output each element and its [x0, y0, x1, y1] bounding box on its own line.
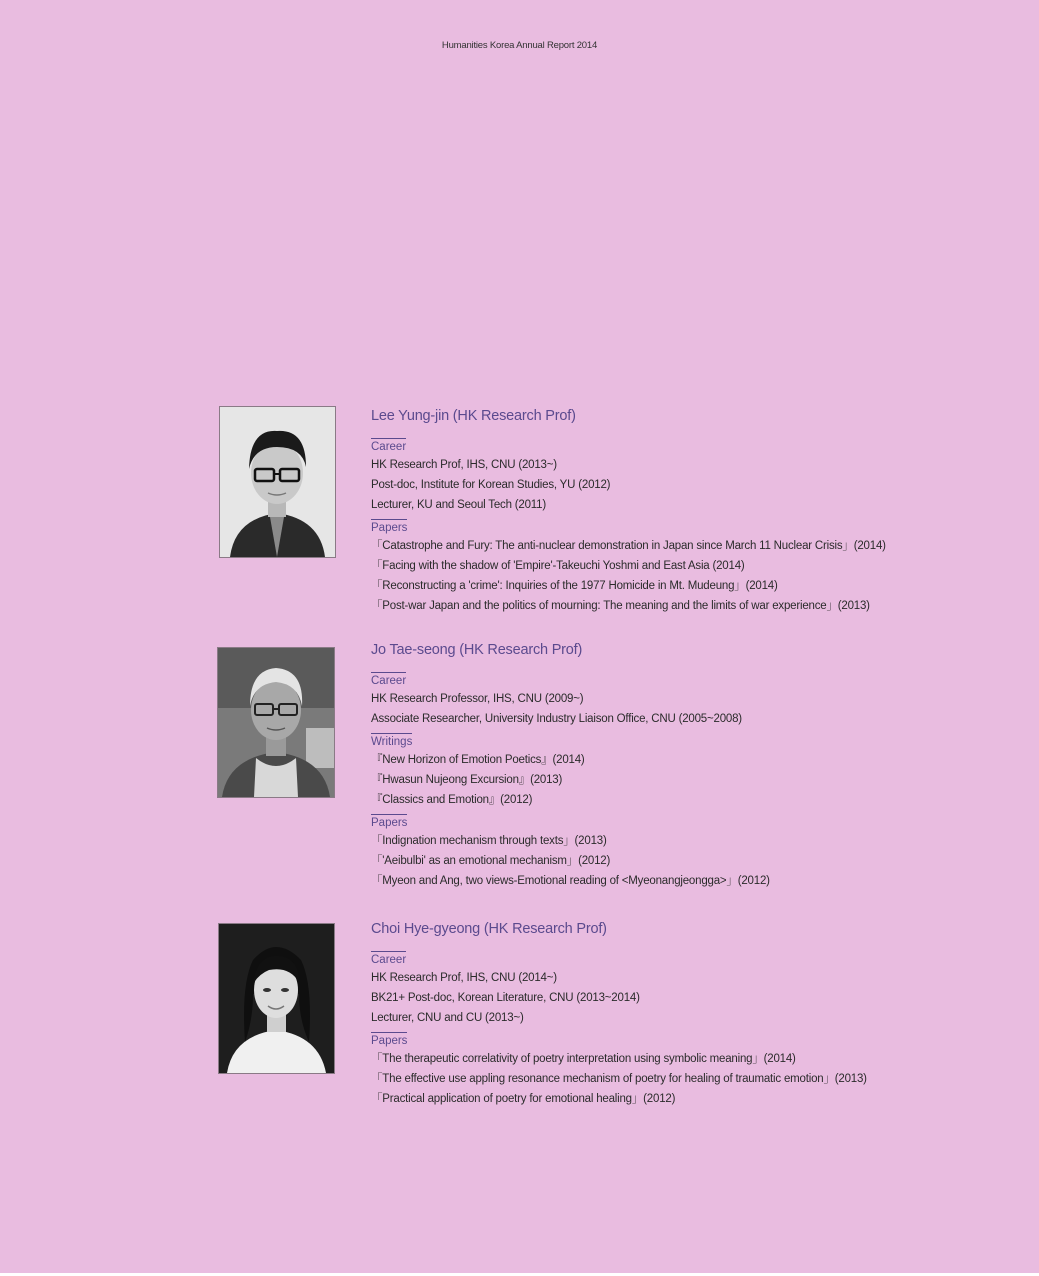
section-label: Papers: [371, 519, 407, 536]
person-info: [371, 919, 1031, 1109]
paper-item: 「Post-war Japan and the politics of mourning: The meaning and the limits of war experience」(2013): [371, 600, 870, 612]
career-item: Post-doc, Institute for Korean Studies, YU (2012): [371, 479, 611, 491]
section-label: Career: [371, 951, 406, 968]
person-name: Jo Tae-seong (HK Research Prof): [371, 642, 583, 658]
writings-section: [371, 729, 1031, 810]
paper-item: 「Practical application of poetry for emotional healing」(2012): [371, 1093, 676, 1105]
person-info: [371, 640, 1031, 891]
paper-item: 「Indignation mechanism through texts」(2013): [371, 835, 607, 847]
section-label: Career: [371, 672, 406, 689]
writing-item: 『Classics and Emotion』(2012): [371, 794, 533, 806]
section-label: Papers: [371, 1032, 407, 1049]
career-section: [371, 668, 1031, 729]
paper-item: 「Reconstructing a 'crime': Inquiries of the 1977 Homicide in Mt. Mudeung」(2014): [371, 580, 778, 592]
career-item: Associate Researcher, University Industry Liaison Office, CNU (2005~2008): [371, 713, 742, 725]
paper-item: 「Myeon and Ang, two views-Emotional reading of <Myeonangjeongga>」(2012): [371, 875, 770, 887]
portrait-photo: [218, 923, 335, 1074]
career-item: Lecturer, CNU and CU (2013~): [371, 1012, 524, 1024]
person-name: Choi Hye-gyeong (HK Research Prof): [371, 921, 607, 937]
paper-item: 「The effective use appling resonance mechanism of poetry for healing of traumatic emotion」(2013): [371, 1073, 867, 1085]
portrait-photo: [217, 647, 335, 798]
portrait-image: [220, 407, 335, 557]
career-item: Lecturer, KU and Seoul Tech (2011): [371, 499, 546, 511]
paper-item: 「Catastrophe and Fury: The anti-nuclear demonstration in Japan since March 11 Nuclear Crisis」(2014): [371, 540, 886, 552]
person-info: [371, 406, 1031, 616]
paper-item: 「'Aeibulbi' as an emotional mechanism」(2012): [371, 855, 611, 867]
person-name: Lee Yung-jin (HK Research Prof): [371, 408, 576, 424]
section-label: Papers: [371, 814, 407, 831]
portrait-photo: [219, 406, 336, 558]
career-section: [371, 947, 1031, 1028]
career-item: HK Research Professor, IHS, CNU (2009~): [371, 693, 584, 705]
writing-item: 『Hwasun Nujeong Excursion』(2013): [371, 774, 563, 786]
papers-section: [371, 515, 1031, 616]
writing-item: 『New Horizon of Emotion Poetics』(2014): [371, 754, 585, 766]
section-label: Writings: [371, 733, 412, 750]
section-label: Career: [371, 438, 406, 455]
career-item: HK Research Prof, IHS, CNU (2013~): [371, 459, 557, 471]
papers-section: [371, 1028, 1031, 1109]
career-section: [371, 434, 1031, 515]
report-header: Humanities Korea Annual Report 2014: [441, 40, 598, 51]
paper-item: 「The therapeutic correlativity of poetry interpretation using symbolic meaning」(2014): [371, 1053, 796, 1065]
papers-section: [371, 810, 1031, 891]
career-item: HK Research Prof, IHS, CNU (2014~): [371, 972, 557, 984]
career-item: BK21+ Post-doc, Korean Literature, CNU (2013~2014): [371, 992, 640, 1004]
portrait-image: [219, 924, 334, 1073]
portrait-image: [218, 648, 334, 797]
paper-item: 「Facing with the shadow of 'Empire'-Takeuchi Yoshmi and East Asia (2014): [371, 560, 745, 572]
